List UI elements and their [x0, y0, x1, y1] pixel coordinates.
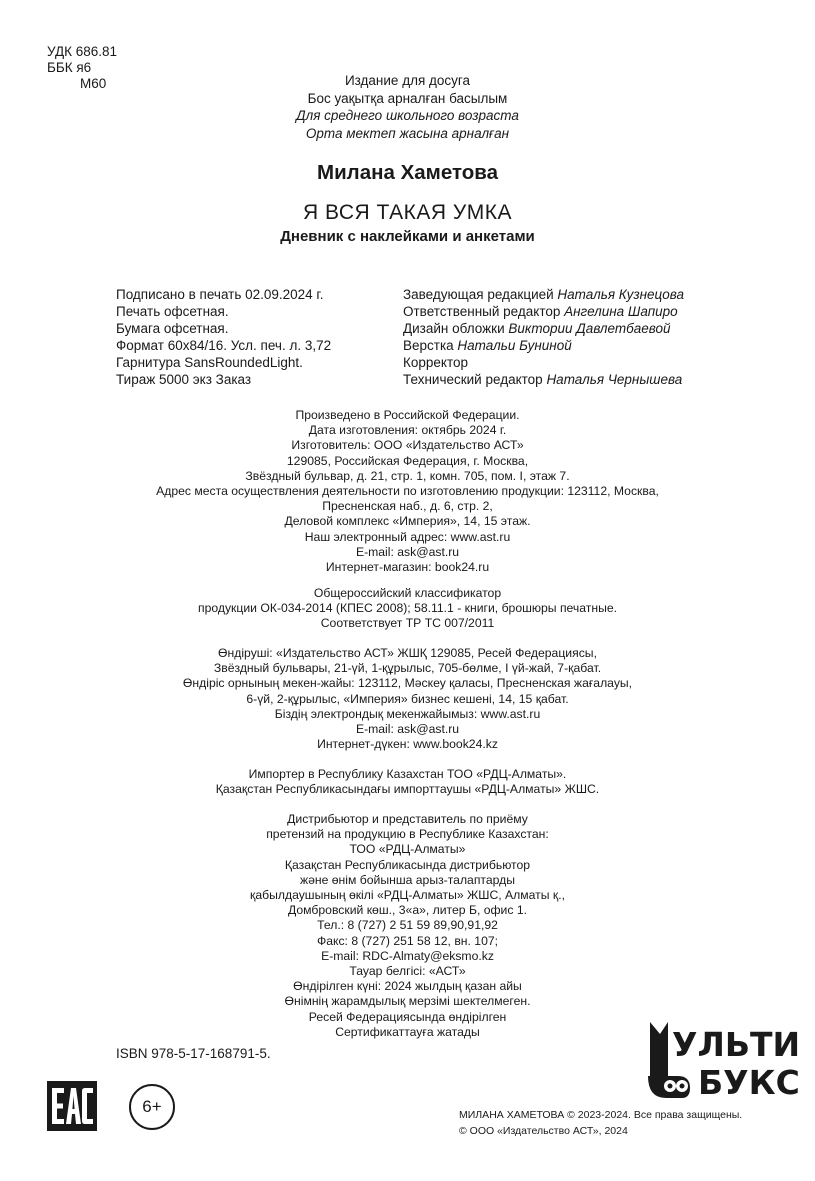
kazakh-production-info [0, 646, 815, 752]
print-info-line: Гарнитура SansRoundedLight. [116, 355, 303, 370]
multibooks-logo [646, 1018, 801, 1102]
copyright-notice [459, 1108, 742, 1139]
distributor-line: Дистрибьютор и представитель по приёму [287, 812, 528, 826]
print-info-line: Подписано в печать 02.09.2024 г. [116, 287, 324, 302]
production-line: Пресненская наб., д. 6, стр. 2, [322, 499, 493, 514]
staff-line [403, 371, 684, 388]
kazakh-production-line: 6-үй, 2-құрылыс, «Империя» бизнес кешені, 14, 15 қабат. [246, 691, 569, 706]
staff-name: Виктории Давлетбаевой [508, 321, 671, 336]
production-line: Изготовитель: ООО «Издательство АСТ» [291, 438, 524, 453]
distributor-line: Тел.: 8 (727) 2 51 59 89,90,91,92 [317, 918, 498, 933]
print-info-line: Печать офсетная. [116, 304, 229, 319]
distributor-line: Өндірілген күні: 2024 жылдың қазан айы [293, 979, 522, 994]
edition-line: Для среднего школьного возраста [296, 108, 519, 123]
book-subtitle: Дневник с наклейками и анкетами [280, 228, 535, 245]
bbk-code: ББК я6 [47, 60, 92, 75]
distributor-line: және өнім бойынша арыз-талаптарды [299, 872, 516, 887]
udk-code: УДК 686.81 [47, 44, 118, 59]
production-line: Деловой комплекс «Империя», 14, 15 этаж. [284, 514, 531, 529]
print-info [116, 286, 331, 388]
distributor-line: Факс: 8 (727) 251 58 12, вн. 107; [316, 933, 499, 948]
staff-line [403, 320, 684, 337]
importer-line: Қазақстан Республикасындағы импорттаушы «РДЦ-Алматы» ЖШС. [215, 782, 600, 797]
production-line: Наш электронный адрес: www.ast.ru [304, 529, 511, 544]
logo-line1: УЛЬТИ [672, 1025, 801, 1064]
distributor-line: Қазақстан Республикасында дистрибьютор [284, 857, 531, 872]
staff-name: Натальи Буниной [457, 338, 572, 353]
kazakh-production-line: Өндіруші: «Издательство АСТ» ЖШҚ 129085, Ресей Федерациясы, [218, 646, 597, 660]
production-line: Адрес места осуществления деятельности по изготовлению продукции: 123112, Москва, [156, 484, 659, 499]
edition-line: Издание для досуга [344, 73, 471, 88]
staff-line [403, 337, 684, 354]
production-line: Звёздный бульвар, д. 21, стр. 1, комн. 705, пом. I, этаж 7. [245, 468, 570, 483]
classifier-info [0, 586, 815, 632]
production-line: Дата изготовления: октябрь 2024 г. [308, 423, 507, 438]
distributor-line: E-mail: RDC-Almaty@eksmo.kz [321, 948, 494, 963]
classifier-line: Общероссийский классификатор [313, 586, 502, 600]
staff-role: Ответственный редактор [403, 304, 565, 319]
copyright-line: © ООО «Издательство АСТ», 2024 [459, 1124, 628, 1137]
staff-name: Наталья Чернышева [546, 372, 683, 387]
kazakh-production-line: E-mail: ask@ast.ru [355, 722, 460, 737]
age-rating-badge: 6+ [129, 1084, 175, 1130]
distributor-line: Ресей Федерациясында өндірілген [308, 1009, 507, 1024]
kazakh-production-line: Интернет-дүкен: www.book24.kz [317, 737, 498, 752]
author-code: М60 [80, 76, 107, 91]
distributor-line: Тауар белгісі: «АСТ» [349, 964, 466, 979]
staff-role: Верстка [403, 338, 458, 353]
staff-line [403, 286, 684, 303]
distributor-info [0, 812, 815, 1040]
book-author: Милана Хаметова [317, 161, 498, 184]
classifier-line: Соответствует ТР ТС 007/2011 [320, 616, 495, 631]
staff-role: Дизайн обложки [403, 321, 509, 336]
classifier-line: продукции ОК-034-2014 (КПЕС 2008); 58.11.1 - книги, брошюры печатные. [197, 601, 618, 616]
staff-name: Ангелина Шапиро [564, 304, 678, 319]
eac-icon [47, 1081, 97, 1131]
distributor-line: қабылдаушының өкілі «РДЦ-Алматы» ЖШС, Алматы қ., [250, 888, 565, 903]
distributor-line: Сертификаттауға жатады [335, 1024, 480, 1039]
production-line: Интернет-магазин: book24.ru [325, 560, 490, 575]
staff-role: Технический редактор [403, 372, 547, 387]
staff-name: Наталья Кузнецова [557, 287, 685, 302]
production-line: E-mail: ask@ast.ru [355, 544, 460, 559]
importer-line: Импортер в Республику Казахстан ТОО «РДЦ-Алматы». [248, 767, 567, 781]
print-info-line: Тираж 5000 экз Заказ [116, 372, 252, 387]
production-info [0, 408, 815, 575]
distributor-line: ТОО «РДЦ-Алматы» [349, 842, 466, 857]
production-line: Произведено в Российской Федерации. [295, 408, 520, 422]
isbn: ISBN 978-5-17-168791-5. [116, 1046, 271, 1061]
edition-line: Бос уақытқа арналған басылым [307, 90, 508, 106]
print-info-line: Бумага офсетная. [116, 321, 229, 336]
distributor-line: претензий на продукцию в Республике Казахстан: [266, 827, 549, 842]
edition-line: Орта мектеп жасына арналған [305, 125, 510, 141]
staff-role: Заведующая редакцией [403, 287, 558, 302]
staff-role: Корректор [403, 355, 469, 370]
book-title: Я ВСЯ ТАКАЯ УМКА [303, 201, 512, 224]
kazakh-production-line: Біздің электрондық мекенжайымыз: www.ast.ru [274, 706, 541, 721]
distributor-line: Өнімнің жарамдылық мерзімі шектелмеген. [284, 994, 531, 1009]
production-line: 129085, Российская Федерация, г. Москва, [286, 453, 529, 468]
importer-info [0, 767, 815, 797]
distributor-line: Домбровский көш., 3«а», литер Б, офис 1. [288, 903, 527, 918]
kazakh-production-line: Звёздный бульвары, 21-үй, 1-құрылыс, 705-бөлме, I үй-жай, 7-қабат. [213, 661, 602, 676]
staff-line [403, 354, 684, 371]
editorial-staff [403, 286, 684, 388]
print-info-line: Формат 60х84/16. Усл. печ. л. 3,72 [116, 338, 332, 353]
copyright-line: МИЛАНА ХАМЕТОВА © 2023-2024. Все права защищены. [459, 1109, 743, 1121]
staff-line [403, 303, 684, 320]
logo-line2: БУКС [698, 1063, 800, 1102]
edition-notes [0, 72, 815, 142]
kazakh-production-line: Өндіріс орнының мекен-жайы: 123112, Мәскеу қаласы, Пресненская жағалауы, [182, 676, 633, 691]
